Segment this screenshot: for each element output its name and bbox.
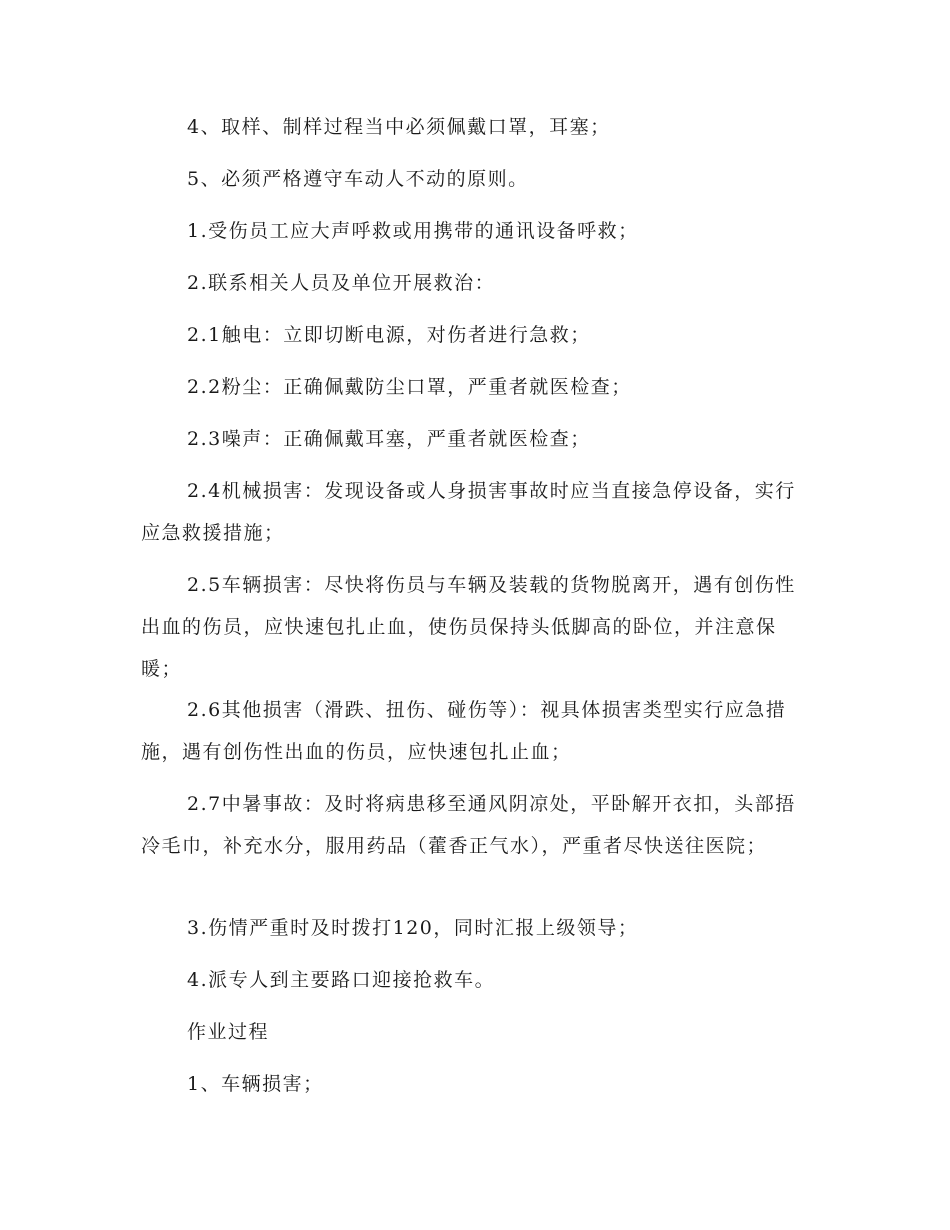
- paragraph: 4.派专人到主要路口迎接抢救车。: [187, 969, 496, 991]
- paragraph: 2.4机械损害：发现设备或人身损害事故时应当直接急停设备，实行应急救援措施；: [141, 480, 796, 544]
- paragraph: 5、必须严格遵守车动人不动的原则。: [187, 168, 529, 190]
- paragraph: 2.3噪声：正确佩戴耳塞，严重者就医检查；: [187, 428, 591, 450]
- paragraph: 2.6其他损害（滑跌、扭伤、碰伤等）：视具体损害类型实行应急措施，遇有创伤性出血的伤员，应快速包扎止血；: [141, 699, 787, 763]
- paragraph: 3.伤情严重时及时拨打120，同时汇报上级领导；: [187, 917, 639, 939]
- paragraph: 1.受伤员工应大声呼救或用携带的通讯设备呼救；: [187, 220, 639, 242]
- paragraph: 2.5车辆损害：尽快将伤员与车辆及装载的货物脱离开，遇有创伤性出血的伤员，应快速包扎止血，使伤员保持头低脚高的卧位，并注意保暖；: [141, 574, 796, 680]
- paragraph: 2.联系相关人员及单位开展救治：: [187, 272, 496, 294]
- paragraph: 4、取样、制样过程当中必须佩戴口罩，耳塞；: [187, 116, 611, 138]
- paragraph: 2.2粉尘：正确佩戴防尘口罩，严重者就医检查；: [187, 376, 632, 398]
- paragraph: 2.7中暑事故：及时将病患移至通风阴凉处，平卧解开衣扣，头部捂冷毛巾，补充水分，服用药品（藿香正气水），严重者尽快送往医院；: [141, 793, 796, 857]
- section-heading: 作业过程: [187, 1021, 270, 1043]
- paragraph: 1、车辆损害；: [187, 1073, 324, 1095]
- paragraph: 2.1触电：立即切断电源，对伤者进行急救；: [187, 324, 591, 346]
